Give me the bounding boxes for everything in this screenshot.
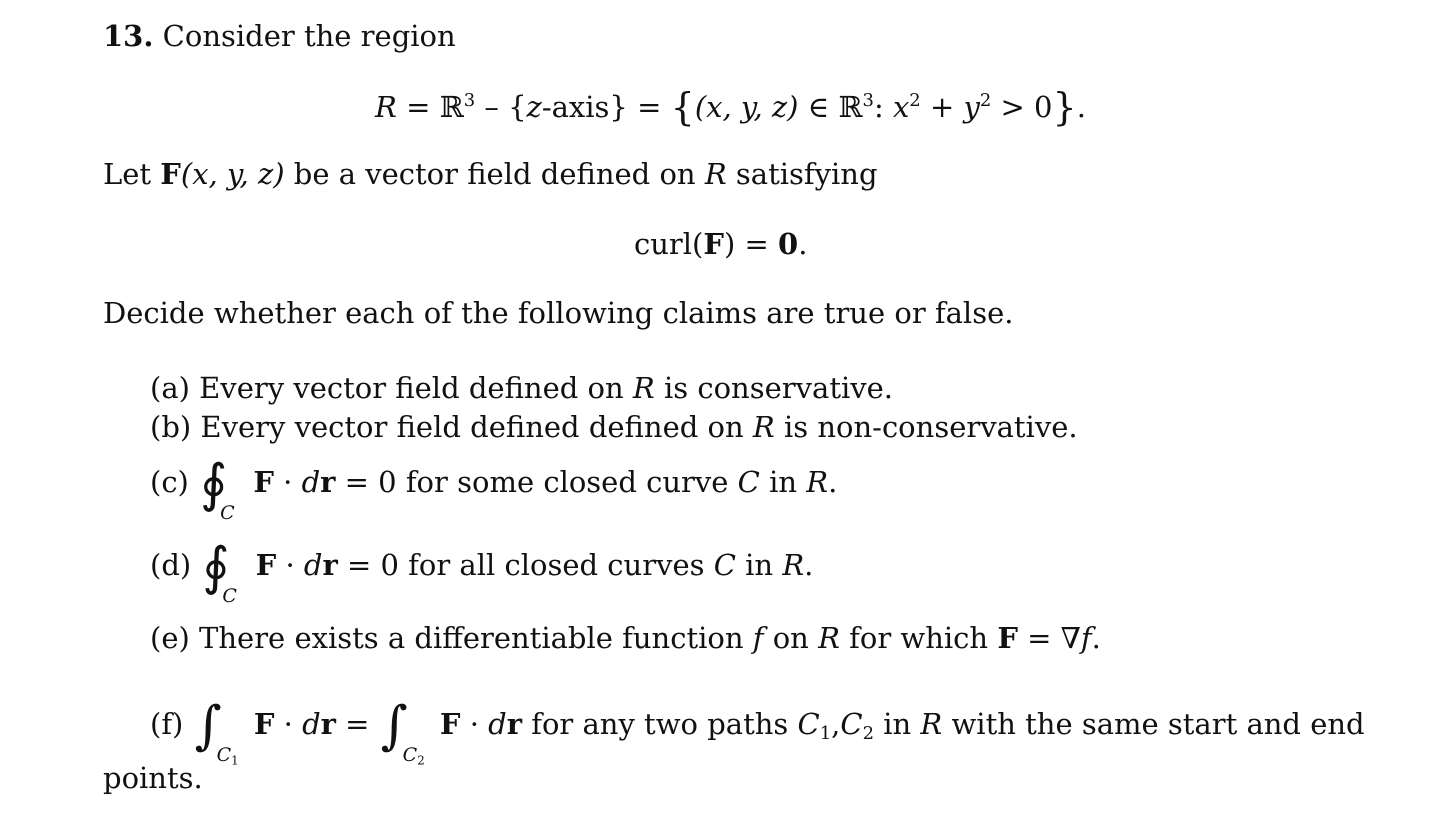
- vector-F: F: [439, 707, 461, 741]
- exponent: 3: [463, 89, 476, 111]
- var-R: R: [920, 707, 943, 741]
- claim-text: = 0 for all closed curves: [346, 548, 705, 582]
- decide-instruction: Decide whether each of the following claims are true or false.: [103, 296, 1014, 330]
- for-which: for which: [849, 621, 989, 655]
- claim-f: [150, 696, 1365, 768]
- tuple-xyz: (x, y, z): [694, 90, 799, 124]
- contour-integral: [198, 454, 244, 524]
- let-word: Let: [103, 157, 152, 191]
- integral-sign: ∫: [380, 696, 408, 756]
- claim-text: Every vector field defined on: [199, 371, 624, 405]
- claim-text-end: with the same start and end: [951, 707, 1365, 741]
- sub-index: 2: [417, 753, 425, 768]
- region-equation: [375, 85, 1086, 129]
- differential-d: d: [301, 465, 321, 499]
- var-R: R: [818, 621, 840, 655]
- dot-product: ·: [283, 707, 293, 741]
- claim-text: = 0 for some closed curve: [344, 465, 729, 499]
- sub-index: 1: [231, 753, 239, 768]
- big-brace-close: }: [1052, 85, 1077, 129]
- var-R: R: [806, 465, 829, 499]
- integral-subscript: [216, 744, 239, 768]
- differential-d: d: [303, 548, 323, 582]
- paren-close: ): [723, 227, 736, 261]
- colon: :: [873, 90, 884, 124]
- reals-symbol: ℝ: [439, 90, 464, 124]
- claim-label: (f): [150, 707, 184, 741]
- var-C1: C: [797, 707, 820, 741]
- vector-F: F: [253, 707, 275, 741]
- brace-open: {: [508, 90, 527, 124]
- line-integral-2: [379, 696, 431, 768]
- sub-C: C: [216, 744, 232, 766]
- element-of: ∈: [807, 90, 830, 124]
- condition: > 0: [1000, 90, 1053, 124]
- sub-C: C: [402, 744, 418, 766]
- exponent-y: 2: [979, 89, 992, 111]
- claim-d: [150, 537, 814, 607]
- var-C2: C: [840, 707, 863, 741]
- var-C: C: [713, 548, 736, 582]
- big-brace-open: {: [670, 85, 695, 129]
- in-word: in: [769, 465, 798, 499]
- claim-text-end: is non-conservative.: [783, 410, 1078, 444]
- claim-f-continuation: points.: [103, 761, 203, 795]
- let-text: be a vector field defined on: [293, 157, 696, 191]
- in-word: in: [745, 548, 774, 582]
- reals-symbol-2: ℝ: [838, 90, 863, 124]
- exponent-2: 3: [862, 89, 874, 111]
- claim-c: [150, 454, 838, 524]
- var-f: f: [752, 621, 764, 655]
- period: .: [1091, 621, 1101, 655]
- comma: ,: [831, 707, 841, 741]
- contour-integral-sign: ∮: [202, 537, 230, 597]
- var-y: y: [963, 90, 980, 124]
- equals-sign: =: [345, 707, 370, 741]
- period: .: [804, 548, 814, 582]
- var-R: R: [375, 90, 397, 124]
- vector-F: F: [160, 157, 181, 191]
- dot-product: ·: [285, 548, 295, 582]
- claim-e: [150, 621, 1101, 655]
- period: .: [828, 465, 838, 499]
- period: .: [1076, 90, 1086, 124]
- claim-a: [150, 371, 894, 405]
- var-R: R: [632, 371, 655, 405]
- differential-d: d: [488, 707, 507, 741]
- var-x: x: [892, 90, 910, 124]
- line-integral-1: [193, 696, 245, 768]
- period: .: [798, 227, 808, 261]
- vector-F: F: [255, 548, 277, 582]
- problem-header: [103, 19, 456, 53]
- contour-integral: [200, 537, 246, 607]
- contour-integral-sign: ∮: [200, 454, 228, 514]
- var-z: z: [526, 90, 542, 124]
- var-R: R: [752, 410, 775, 444]
- integral-subscript: C: [220, 502, 235, 524]
- var-R: R: [782, 548, 805, 582]
- claim-text: There exists a differentiable function: [199, 621, 744, 655]
- vector-r: r: [320, 707, 336, 741]
- claim-b: [150, 410, 1078, 444]
- integral-subscript: C: [222, 585, 237, 607]
- var-R: R: [704, 157, 727, 191]
- F-args: (x, y, z): [180, 157, 285, 191]
- vector-r: r: [506, 707, 522, 741]
- zero-vector: 0: [778, 227, 799, 261]
- equals-sign: =: [744, 227, 769, 261]
- equals-sign: =: [406, 90, 431, 124]
- problem-number: 13.: [103, 19, 154, 53]
- nabla-symbol: ∇: [1060, 621, 1081, 655]
- equals-sign: =: [1027, 621, 1052, 655]
- claim-text-end: is conservative.: [663, 371, 894, 405]
- plus-sign: +: [929, 90, 955, 124]
- curl-word: curl(: [634, 227, 704, 261]
- differential-d: d: [302, 707, 321, 741]
- in-word: in: [883, 707, 912, 741]
- claim-text: for any two paths: [531, 707, 789, 741]
- vector-r: r: [320, 465, 336, 499]
- brace-close: }: [609, 90, 628, 124]
- vector-F: F: [997, 621, 1018, 655]
- integral-subscript: [402, 744, 425, 768]
- claim-text: Every vector field defined defined on: [200, 410, 744, 444]
- claim-label: (c): [150, 465, 189, 499]
- sub-index: 1: [819, 723, 832, 745]
- integral-sign: ∫: [194, 696, 222, 756]
- claim-label: (e): [150, 621, 190, 655]
- exponent-x: 2: [909, 89, 921, 111]
- axis-word: -axis: [541, 90, 610, 124]
- dot-product: ·: [469, 707, 479, 741]
- var-C: C: [737, 465, 760, 499]
- vector-F: F: [253, 465, 274, 499]
- minus-sign: –: [484, 90, 499, 124]
- claim-label: (a): [150, 371, 190, 405]
- vector-r: r: [322, 548, 338, 582]
- equals-sign-2: =: [637, 90, 662, 124]
- sub-index: 2: [862, 723, 875, 745]
- dot-product: ·: [283, 465, 293, 499]
- curl-equation: [634, 227, 808, 261]
- claim-label: (d): [150, 548, 192, 582]
- vector-F: F: [703, 227, 724, 261]
- var-f: f: [1080, 621, 1092, 655]
- claim-label: (b): [150, 410, 192, 444]
- on-word: on: [772, 621, 809, 655]
- problem-intro: Consider the region: [162, 19, 456, 53]
- let-end: satisfying: [735, 157, 878, 191]
- let-statement: [103, 157, 878, 191]
